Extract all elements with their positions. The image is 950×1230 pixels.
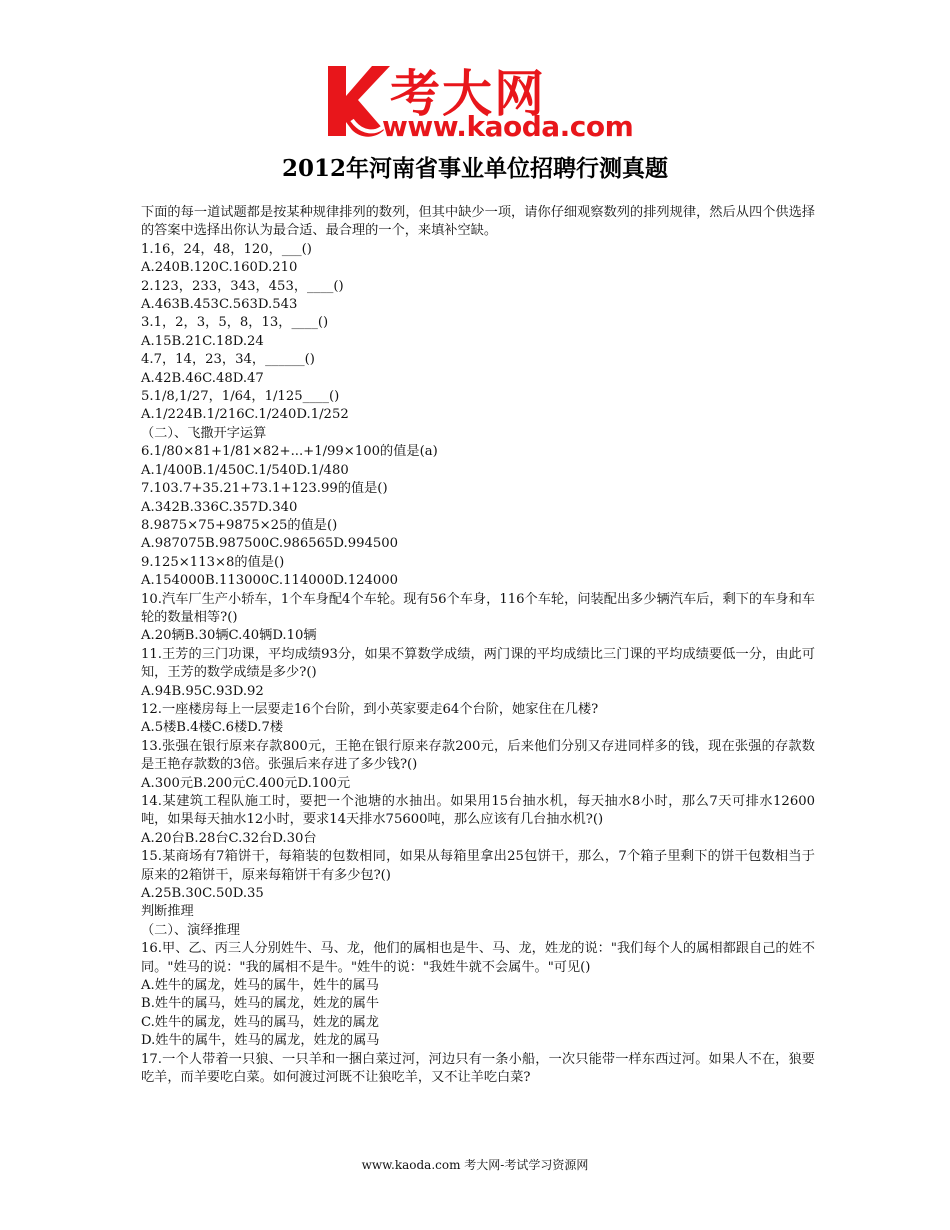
options-2: A.463B.453C.563D.543 [141,297,298,313]
section-subheading: （二）、演绎推理 [141,922,240,938]
options-8: A.987075B.987500C.986565D.994500 [141,536,399,552]
question-6: 6.1/80×81+1/81×82+...+1/99×100的值是(a) [141,444,438,460]
question-7: 7.103.7+35.21+73.1+123.99的值是() [141,481,388,497]
options-13: A.300元B.200元C.400元D.100元 [141,775,351,791]
intro-paragraph: 下面的每一道试题都是按某种规律排列的数列，但其中缺少一项，请你仔细观察数列的排列规律，然后从四个供选择的答案中选择出你认为最合适、最合理的一个，来填补空缺。 [141,205,815,239]
options-6: A.1/400B.1/450C.1/540D.1/480 [141,462,349,478]
options-14: A.20台B.28台C.32台D.30台 [141,830,317,846]
question-17: 17.一个人带着一只狼、一只羊和一捆白菜过河，河边只有一条小船，一次只能带一样东西过河。如果人不在，狼要吃羊，而羊要吃白菜。如何渡过河既不让狼吃羊，又不让羊吃白菜? [141,1051,815,1086]
question-12: 12.一座楼房每上一层要走16个台阶，到小英家要走64个台阶，她家住在几楼? [141,701,599,717]
option-16-c: C.姓牛的属龙，姓马的属马，姓龙的属龙 [141,1014,379,1030]
options-9: A.154000B.113000C.114000D.124000 [141,573,399,589]
options-5: A.1/224B.1/216C.1/240D.1/252 [141,407,349,423]
question-3: 3.1，2，3，5，8，13，____() [141,315,329,331]
options-4: A.42B.46C.48D.47 [141,370,264,386]
section-heading: 判断推理 [141,904,194,920]
question-4: 4.7，14，23，34，______() [141,352,315,368]
question-5: 5.1/8,1/27，1/64，1/125____() [141,389,340,405]
question-14: 14.某建筑工程队施工时，要把一个池塘的水抽出。如果用15台抽水机，每天抽水8小时，那么7天可排水12600吨，如果每天抽水12小时，要求14天排水75600吨，那么应该有几台抽水机?() [141,794,815,828]
question-body [141,204,815,1088]
question-13: 13.张强在银行原来存款800元，王艳在银行原来存款200元，后来他们分别又存进同样多的钱，现在张强的存款数是王艳存款数的3倍。张强后来存进了多少钱?() [141,738,815,773]
options-7: A.342B.336C.357D.340 [141,499,298,515]
question-9: 9.125×113×8的值是() [141,554,285,570]
options-10: A.20辆B.30辆C.40辆D.10辆 [141,628,317,644]
logo-wordmark: 考大网 [390,65,546,123]
question-8: 8.9875×75+9875×25的值是() [141,517,338,533]
options-11: A.94B.95C.93D.92 [141,683,264,699]
option-16-d: D.姓牛的属牛，姓马的属龙，姓龙的属马 [141,1033,380,1049]
options-3: A.15B.21C.18D.24 [141,333,264,349]
option-16-b: B.姓牛的属马，姓马的属龙，姓龙的属牛 [141,996,380,1012]
page-footer: www.kaoda.com 考大网-考试学习资源网 [361,1158,589,1172]
question-16: 16.甲、乙、丙三人分别姓牛、马、龙，他们的属相也是牛、马、龙，姓龙的说："我们每个人的属相都跟自己的姓不同。"姓马的说："我的属相不是牛。"姓牛的说："我姓牛就不会属牛。"可见() [141,941,815,975]
site-logo [322,60,640,144]
question-15: 15.某商场有7箱饼干，每箱装的包数相同，如果从每箱里拿出25包饼干，那么，7个箱子里剩下的饼干包数相当于原来的2箱饼干，原来每箱饼干有多少包?() [141,849,815,883]
logo-url: www.kaoda.com [382,110,634,143]
options-12: A.5楼B.4楼C.6楼D.7楼 [141,720,284,736]
question-11: 11.王芳的三门功课，平均成绩93分，如果不算数学成绩，两门课的平均成绩比三门课的平均成绩要低一分，由此可知，王芳的数学成绩是多少?() [141,646,815,681]
section-heading: （二）、飞撒开字运算 [141,425,267,441]
question-1: 1.16，24，48，120，___() [141,241,312,257]
question-2: 2.123，233，343，453，____() [141,278,344,294]
option-16-a: A.姓牛的属龙，姓马的属牛，姓牛的属马 [141,978,379,994]
options-15: A.25B.30C.50D.35 [141,886,264,902]
question-10: 10.汽车厂生产小轿车，1个车身配4个车轮。现有56个车身，116个车轮，问装配出多少辆汽车后，剩下的车身和车轮的数量相等?() [141,591,815,625]
options-1: A.240B.120C.160D.210 [141,260,298,276]
document-title: 2012年河南省事业单位招聘行测真题 [281,155,668,182]
